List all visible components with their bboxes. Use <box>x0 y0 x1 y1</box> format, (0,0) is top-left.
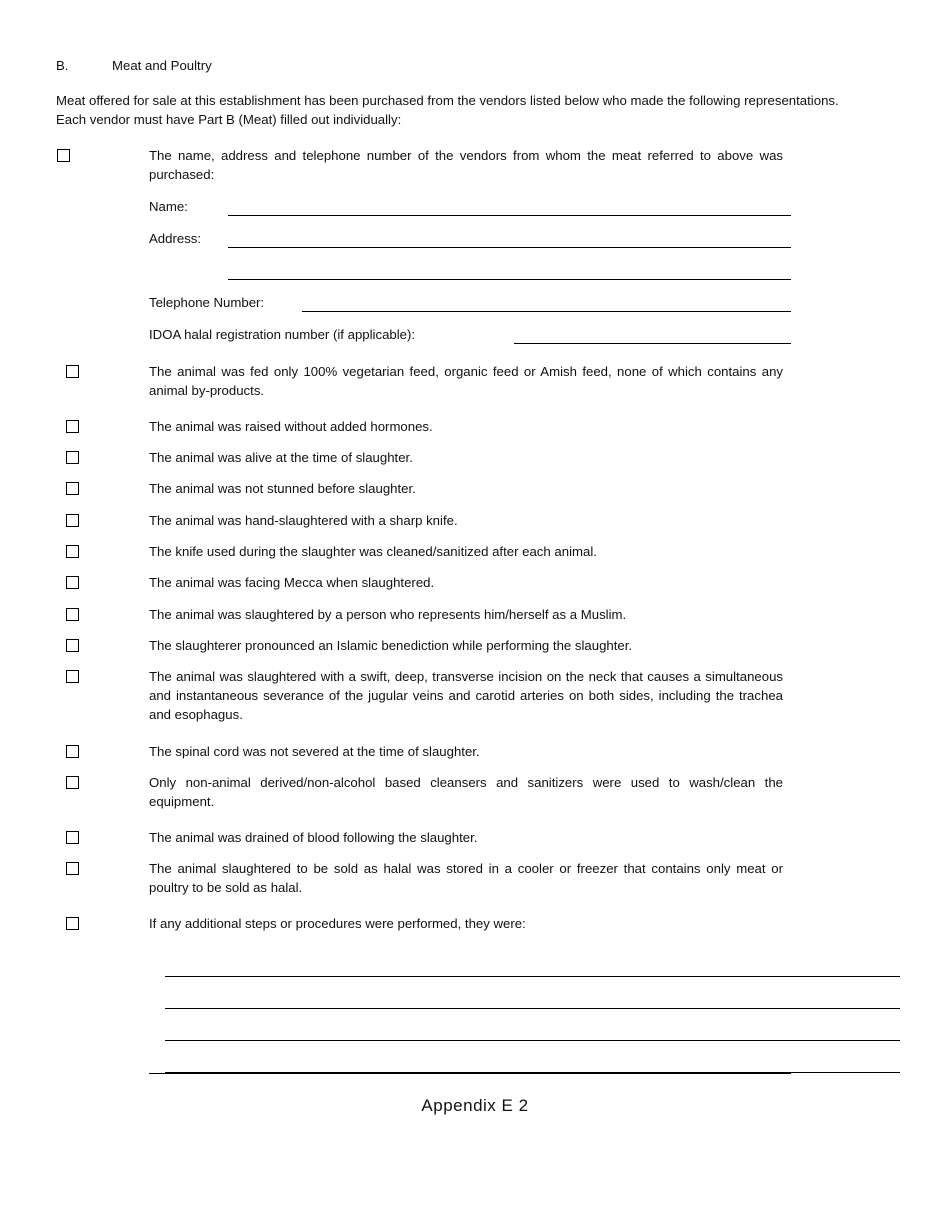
item-checkbox[interactable] <box>66 514 79 527</box>
page-footer: Appendix E 2 <box>421 1096 529 1115</box>
item-text: The animal was not stunned before slaughter. <box>149 481 416 496</box>
item-text: The knife used during the slaughter was cleaned/sanitized after each animal. <box>149 544 597 559</box>
item-text: Only non-animal derived/non-alcohol based cleansers and sanitizers were used to wash/clean the equipment. <box>149 775 783 809</box>
address-label: Address: <box>149 231 202 246</box>
item-checkbox[interactable] <box>66 745 79 758</box>
item-checkbox[interactable] <box>66 482 79 495</box>
item-text: The animal was alive at the time of slaughter. <box>149 450 413 465</box>
item-checkbox[interactable] <box>66 831 79 844</box>
item-checkbox[interactable] <box>66 608 79 621</box>
item-text: The spinal cord was not severed at the time of slaughter. <box>149 744 480 759</box>
item-checkbox[interactable] <box>66 576 79 589</box>
name-field[interactable] <box>228 215 791 216</box>
additional-steps-line-1[interactable] <box>165 976 900 977</box>
item-text: The animal was slaughtered with a swift, deep, transverse incision on the neck that causes a simultaneous and instantaneous severance of the jugular veins and carotid arteries on both sides, including the trachea and esophagus. <box>149 669 783 722</box>
item-checkbox[interactable] <box>66 862 79 875</box>
phone-label: Telephone Number: <box>149 295 265 310</box>
item-text: If any additional steps or procedures were performed, they were: <box>149 916 526 931</box>
name-label: Name: <box>149 199 188 214</box>
intro-line-2: Each vendor must have Part B (Meat) filled out individually: <box>56 112 402 127</box>
item-text: The animal was slaughtered by a person who represents him/herself as a Muslim. <box>149 607 627 622</box>
additional-steps-line-3[interactable] <box>165 1040 900 1041</box>
item-text: The animal was fed only 100% vegetarian feed, organic feed or Amish feed, none of which contains any animal by-products. <box>149 364 783 398</box>
item-text: The animal was facing Mecca when slaughtered. <box>149 575 435 590</box>
item-checkbox[interactable] <box>66 917 79 930</box>
address-field-2[interactable] <box>228 279 791 280</box>
item-text: The animal slaughtered to be sold as halal was stored in a cooler or freezer that contains only meat or poultry to be sold as halal. <box>149 861 783 895</box>
vendor-checkbox[interactable] <box>57 149 70 162</box>
idoa-label: IDOA halal registration number (if applicable): <box>149 327 416 342</box>
footer-rule <box>149 1073 791 1074</box>
intro-line-1: Meat offered for sale at this establishment has been purchased from the vendors listed below who made the following representations. <box>56 93 839 108</box>
item-checkbox[interactable] <box>66 420 79 433</box>
idoa-field[interactable] <box>514 343 791 344</box>
item-checkbox[interactable] <box>66 776 79 789</box>
item-checkbox[interactable] <box>66 365 79 378</box>
item-text: The animal was raised without added hormones. <box>149 419 433 434</box>
additional-steps-line-2[interactable] <box>165 1008 900 1009</box>
item-checkbox[interactable] <box>66 545 79 558</box>
item-text: The slaughterer pronounced an Islamic benediction while performing the slaughter. <box>149 638 633 653</box>
item-checkbox[interactable] <box>66 670 79 683</box>
item-checkbox[interactable] <box>66 639 79 652</box>
address-field-1[interactable] <box>228 247 791 248</box>
phone-field[interactable] <box>302 311 791 312</box>
vendor-statement: The name, address and telephone number of the vendors from whom the meat referred to above was purchased: <box>149 148 783 182</box>
section-title: Meat and Poultry <box>112 58 212 73</box>
item-text: The animal was hand-slaughtered with a sharp knife. <box>149 513 458 528</box>
item-checkbox[interactable] <box>66 451 79 464</box>
section-letter: B. <box>56 58 69 73</box>
item-text: The animal was drained of blood following the slaughter. <box>149 830 478 845</box>
